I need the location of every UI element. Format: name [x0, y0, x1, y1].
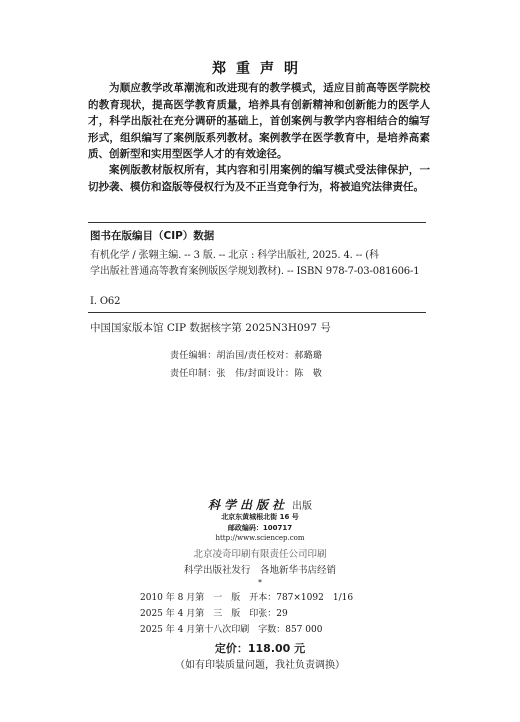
- cip-line: 有机化学 / 张翱主编. -- 3 版. -- 北京 : 科学出版社, 2025. 4. -- (科: [90, 250, 379, 261]
- publisher-line: [0, 494, 520, 513]
- cip-classification: Ⅰ. O62: [90, 296, 121, 307]
- notice-paragraph: 案例版教材版权所有，其内容和引用案例的编写模式受法律保护，一切抄袭、模仿和盗版等侵权行为及不正当竞争行为，将被追究法律责任。: [88, 164, 430, 193]
- price: 定价：118.00 元: [214, 642, 306, 655]
- edition-line: 2025 年 4 月第十八次印刷 字数：857 000: [140, 625, 323, 635]
- publisher-address: 北京东黄城根北街 16 号: [221, 513, 299, 521]
- notice-title: 郑重声明: [212, 61, 308, 77]
- quality-note: （如有印装质量问题，我社负责调换）: [175, 660, 345, 671]
- publisher-suffix: 出版: [292, 501, 312, 512]
- edition-line: 2025 年 4 月第 三 版 印张：29: [140, 609, 288, 619]
- editor-credits: 责任编辑：胡治国/责任校对：郝璐璐: [170, 351, 323, 361]
- notice-paragraph: 为顺应教学改革潮流和改进现有的教学模式，适应目前高等医学院校的教育现状，提高医学教育质量，培养具有创新精神和创新能力的医学人才，科学出版社在充分调研的基础上，首创案例与教学内容相结合的编写形式，组织编写了案例版系列教材。案例教学在医学教育中，是培养高素质、创新型和实用型医学人才的有效途径。: [88, 82, 430, 160]
- separator-asterisk: *: [258, 578, 262, 587]
- publisher-url: http://www.sciencep.com: [215, 534, 305, 542]
- cip-heading: 图书在版编目（CIP）数据: [90, 230, 215, 242]
- cip-record-number: 中国国家版本馆 CIP 数据核字第 2025N3H097 号: [90, 322, 331, 334]
- cip-top-rule: [88, 222, 426, 223]
- cip-line: 学出版社普通高等教育案例版医学规划教材). -- ISBN 978-7-03-081606-1: [90, 266, 420, 277]
- publisher-postcode: 邮政编码：100717: [227, 524, 293, 532]
- production-credits: 责任印制：张 伟/封面设计：陈 敬: [170, 369, 323, 379]
- publisher-logo: 科学出版社: [207, 498, 288, 512]
- edition-line: 2010 年 8 月第 一 版 开本：787×1092 1/16: [140, 593, 354, 603]
- distributor-line: 科学出版社发行 各地新华书店经销: [183, 565, 336, 576]
- printer-line: 北京凌奇印刷有限责任公司印刷: [193, 549, 327, 560]
- cip-bottom-rule: [88, 312, 426, 313]
